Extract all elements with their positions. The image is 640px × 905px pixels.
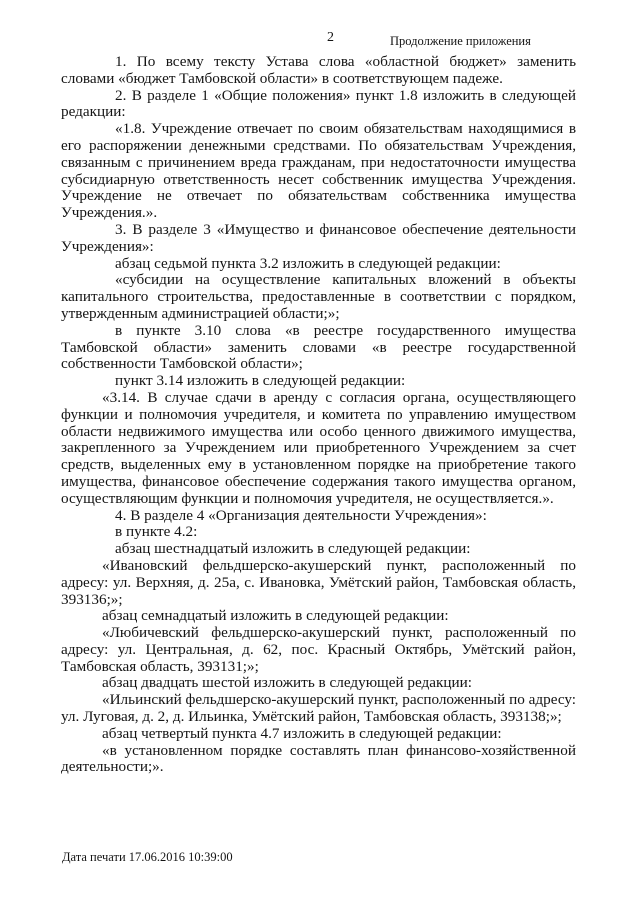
paragraph: абзац седьмой пункта 3.2 изложить в следующей редакции:: [115, 254, 501, 272]
paragraph: «в установленном порядке составлять план финансово-хозяйственной деятельности;».: [61, 741, 576, 776]
paragraph: в пункте 4.2:: [115, 523, 198, 541]
paragraph: абзац четвертый пункта 4.7 изложить в следующей редакции:: [102, 724, 502, 742]
document-body: [61, 54, 576, 776]
paragraph: «Любичевский фельдшерско-акушерский пункт, расположенный по адресу: ул. Центральная, д. 62, пос. Красный Октябрь, Умётский район, Тамбовская область, 393131;»;: [61, 624, 576, 675]
paragraph: «1.8. Учреждение отвечает по своим обязательствам находящимися в его распоряжении денежными средствами. По обязательствам Учреждения, связанным с причинением вреда гражданам, при недостаточности имущества субсидиарную ответственность несет собственник имущества Учреждения. Учреждение не отвечает по обязательствам собственника имущества Учреждения.».: [61, 120, 576, 222]
print-date: Дата печати 17.06.2016 10:39:00: [62, 850, 233, 864]
paragraph: 1. По всему тексту Устава слова «областной бюджет» заменить словами «бюджет Тамбовской области» в соответствующем падеже.: [61, 53, 576, 87]
paragraph: 4. В разделе 4 «Организация деятельности Учреждения»:: [115, 506, 487, 524]
page-number: 2: [327, 30, 334, 45]
paragraph: «субсидии на осуществление капитальных вложений в объекты капитального строительства, предоставленные в соответствии с порядком, утвержденным администрацией области;»;: [61, 271, 576, 322]
paragraph: «3.14. В случае сдачи в аренду с согласия органа, осуществляющего функции и полномочия учредителя, и комитета по управлению имуществом области недвижимого имущества или особо ценного движимого имущества, закрепленного за Учреждением или приобретенного Учреждением за счет средств, выделенных ему в установленном порядке на приобретение такого имущества, финансовое обеспечение содержания такого имущества органом, осуществляющим функции и полномочия учредителя, не осуществляется.».: [61, 388, 576, 507]
paragraph: абзац шестнадцатый изложить в следующей редакции:: [115, 540, 471, 558]
paragraph: «Ивановский фельдшерско-акушерский пункт, расположенный по адресу: ул. Верхняя, д. 25а, с. Ивановка, Умётский район, Тамбовская область, 393136;»;: [61, 556, 576, 608]
paragraph: 3. В разделе 3 «Имущество и финансовое обеспечение деятельности Учреждения»:: [61, 220, 576, 255]
continuation-note: Продолжение приложения: [390, 34, 531, 48]
paragraph: 2. В разделе 1 «Общие положения» пункт 1.8 изложить в следующей редакции:: [61, 86, 576, 121]
paragraph: «Ильинский фельдшерско-акушерский пункт, расположенный по адресу: ул. Луговая, д. 2, д. Ильинка, Умётский район, Тамбовская область, 393138;»;: [61, 691, 576, 726]
paragraph: пункт 3.14 изложить в следующей редакции:: [115, 372, 406, 390]
paragraph: в пункте 3.10 слова «в реестре государственного имущества Тамбовской области» заменить словами «в реестре государственной собственности Тамбовской области»;: [61, 321, 576, 373]
paragraph: абзац семнадцатый изложить в следующей редакции:: [102, 607, 449, 625]
paragraph: абзац двадцать шестой изложить в следующей редакции:: [102, 674, 472, 692]
